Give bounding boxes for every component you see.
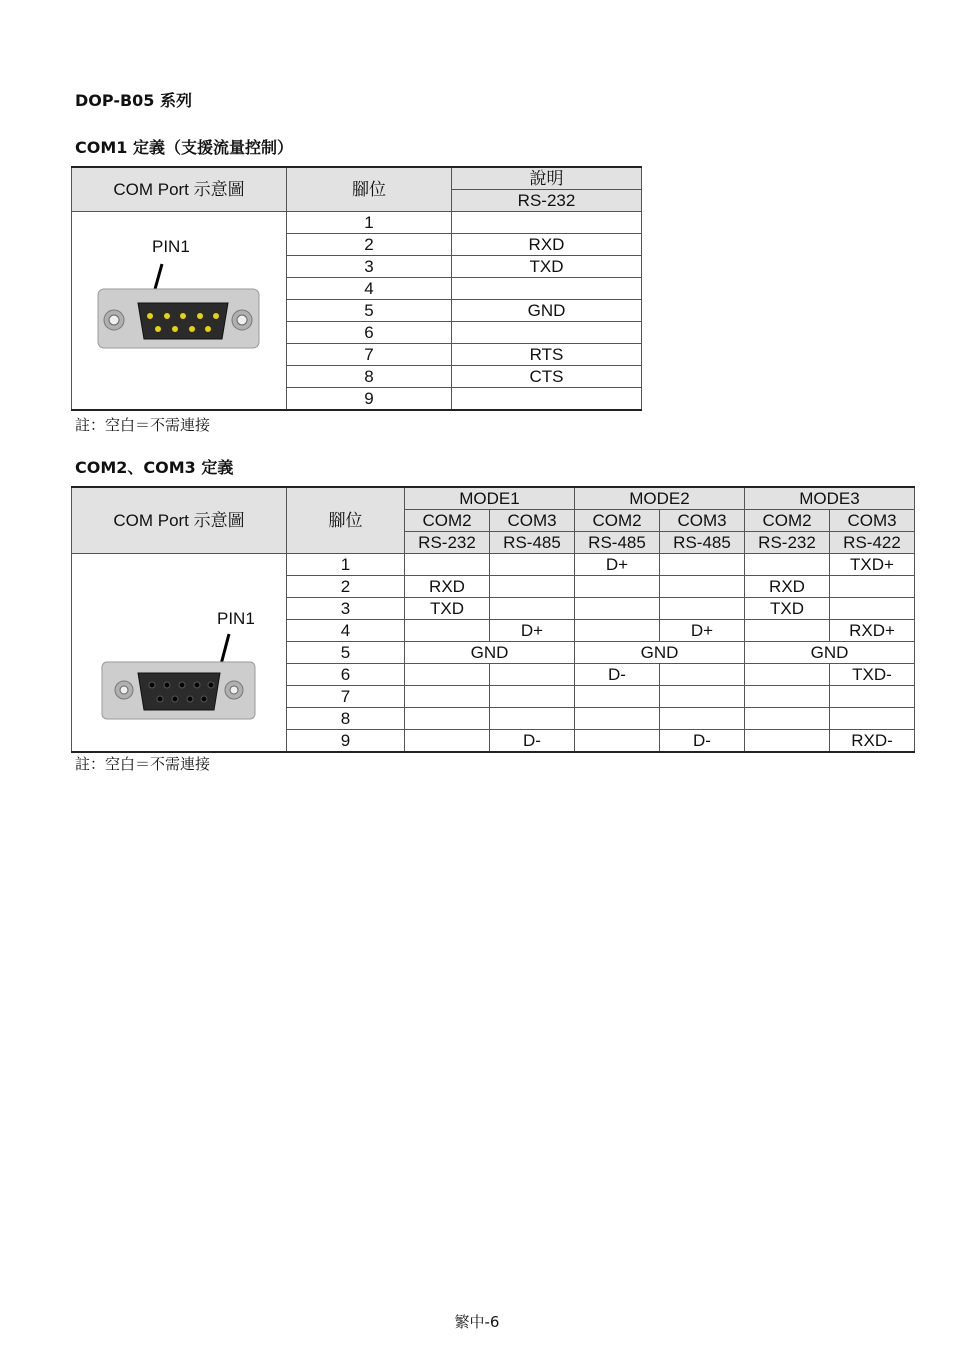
com23-cell: D- (490, 730, 575, 753)
db9-male-connector-image (72, 212, 286, 408)
com23-cell (745, 664, 830, 686)
standard-header: RS-232 (745, 532, 830, 554)
com23-cell (490, 708, 575, 730)
gnd-cell: GND (575, 642, 745, 664)
com23-cell (745, 554, 830, 576)
com23-cell (830, 686, 915, 708)
com23-cell: TXD (745, 598, 830, 620)
port-header: COM3 (490, 510, 575, 532)
com23-pin: 5 (287, 642, 405, 664)
com23-cell (660, 554, 745, 576)
com23-pin: 7 (287, 686, 405, 708)
com23-pin: 2 (287, 576, 405, 598)
db9-female-connector-image (72, 554, 286, 750)
com1-pin: 9 (287, 388, 452, 411)
gnd-cell: GND (745, 642, 915, 664)
com23-cell (405, 686, 490, 708)
com23-heading: COM2、COM3 定義 (75, 458, 234, 477)
standard-header: RS-422 (830, 532, 915, 554)
port-header: COM3 (830, 510, 915, 532)
com23-pin: 8 (287, 708, 405, 730)
com1-pin: 2 (287, 234, 452, 256)
com23-cell (830, 598, 915, 620)
com1-signal: RXD (452, 234, 642, 256)
com23-cell (575, 686, 660, 708)
com1-pin: 5 (287, 300, 452, 322)
com23-cell (405, 708, 490, 730)
com23-cell (660, 598, 745, 620)
com1-table (71, 166, 642, 411)
com1-pin1-label: PIN1 (152, 237, 190, 256)
com23-cell: D- (575, 664, 660, 686)
com1-pin: 8 (287, 366, 452, 388)
page-number: 繁中-6 (454, 1313, 500, 1331)
com1-heading: COM1 定義（支援流量控制） (75, 138, 293, 157)
com23-cell (745, 620, 830, 642)
standard-header: RS-485 (490, 532, 575, 554)
com1-pin: 6 (287, 322, 452, 344)
com23-pin1-label: PIN1 (217, 609, 255, 628)
com1-pin: 7 (287, 344, 452, 366)
com23-cell (745, 686, 830, 708)
com23-cell: TXD+ (830, 554, 915, 576)
com23-connector-diagram (72, 554, 287, 753)
com23-cell (575, 576, 660, 598)
com1-pin-col-header: 腳位 (287, 167, 452, 212)
series-title: DOP-B05 系列 (75, 91, 193, 110)
com23-cell (405, 554, 490, 576)
com23-cell (405, 620, 490, 642)
com23-cell: D+ (660, 620, 745, 642)
standard-header: RS-232 (405, 532, 490, 554)
com23-cell (660, 686, 745, 708)
com23-port-col-header: COM Port 示意圖 (72, 487, 287, 554)
com23-cell (660, 708, 745, 730)
com23-cell: RXD- (830, 730, 915, 753)
com1-port-col-header: COM Port 示意圖 (72, 167, 287, 212)
mode-header: MODE3 (745, 487, 915, 510)
com23-cell (490, 664, 575, 686)
com23-cell (660, 576, 745, 598)
com23-cell (575, 620, 660, 642)
com23-cell (405, 664, 490, 686)
com23-cell: RXD (405, 576, 490, 598)
port-header: COM2 (575, 510, 660, 532)
com23-pin: 9 (287, 730, 405, 753)
standard-header: RS-485 (660, 532, 745, 554)
com23-cell (490, 686, 575, 708)
com1-connector-diagram (72, 212, 287, 411)
com23-pin: 6 (287, 664, 405, 686)
com23-note: 註：空白＝不需連接 (75, 755, 211, 773)
com23-pin: 1 (287, 554, 405, 576)
port-header: COM2 (745, 510, 830, 532)
com1-pin: 3 (287, 256, 452, 278)
com1-mode-header: RS-232 (452, 190, 642, 212)
port-header: COM3 (660, 510, 745, 532)
com23-cell: TXD (405, 598, 490, 620)
mode-header: MODE1 (405, 487, 575, 510)
com1-signal: TXD (452, 256, 642, 278)
com23-cell: D+ (575, 554, 660, 576)
com23-pin: 4 (287, 620, 405, 642)
port-header: COM2 (405, 510, 490, 532)
com23-table (71, 486, 915, 753)
com23-cell (490, 554, 575, 576)
com23-cell: RXD (745, 576, 830, 598)
com23-cell: RXD+ (830, 620, 915, 642)
com1-note: 註：空白＝不需連接 (75, 416, 211, 434)
com1-pin: 1 (287, 212, 452, 234)
com23-cell: D+ (490, 620, 575, 642)
com1-signal: GND (452, 300, 642, 322)
com1-signal (452, 322, 642, 344)
com23-cell (575, 598, 660, 620)
com1-signal: CTS (452, 366, 642, 388)
com1-pin: 4 (287, 278, 452, 300)
com1-signal (452, 212, 642, 234)
com1-signal (452, 278, 642, 300)
com1-signal: RTS (452, 344, 642, 366)
com1-signal (452, 388, 642, 411)
com23-cell (405, 730, 490, 753)
com23-cell (745, 730, 830, 753)
mode-header: MODE2 (575, 487, 745, 510)
com23-cell: D- (660, 730, 745, 753)
standard-header: RS-485 (575, 532, 660, 554)
com23-cell (830, 576, 915, 598)
gnd-cell: GND (405, 642, 575, 664)
com23-pin: 3 (287, 598, 405, 620)
com23-cell (575, 730, 660, 753)
com23-cell (830, 708, 915, 730)
com23-cell (490, 598, 575, 620)
com23-cell (575, 708, 660, 730)
com23-cell (490, 576, 575, 598)
com1-desc-col-header: 說明 (452, 167, 642, 190)
com23-cell (745, 708, 830, 730)
com23-cell: TXD- (830, 664, 915, 686)
com23-cell (660, 664, 745, 686)
com23-pin-col-header: 腳位 (287, 487, 405, 554)
